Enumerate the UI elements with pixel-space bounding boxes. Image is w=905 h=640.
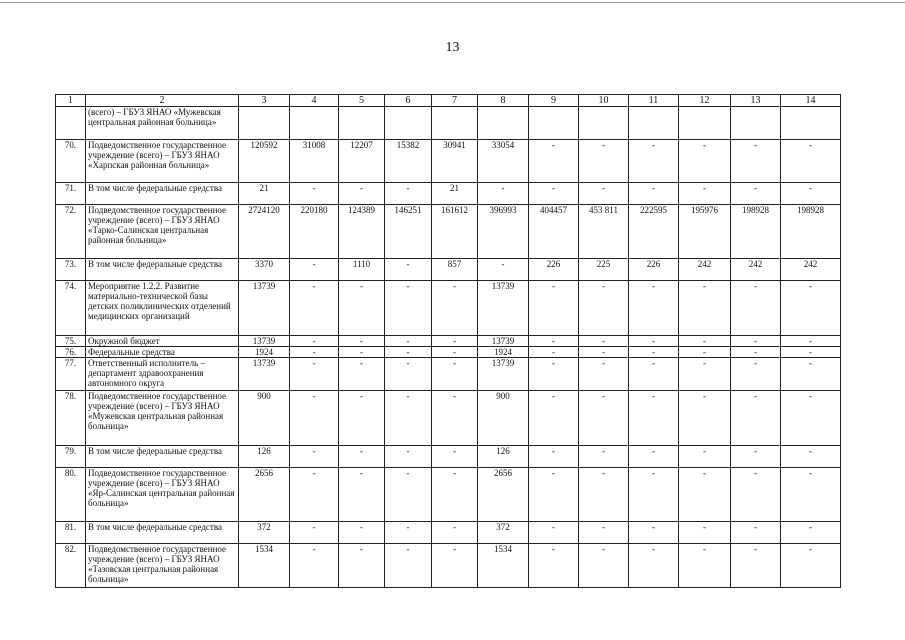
value-cell: - bbox=[679, 522, 731, 544]
row-description: В том числе федеральные средства bbox=[86, 183, 239, 205]
value-cell: - bbox=[579, 347, 629, 358]
value-cell bbox=[239, 107, 290, 140]
value-cell: - bbox=[529, 140, 579, 183]
column-header: 9 bbox=[529, 95, 579, 107]
value-cell: - bbox=[579, 522, 629, 544]
row-description: В том числе федеральные средства bbox=[86, 522, 239, 544]
value-cell: 21 bbox=[239, 183, 290, 205]
value-cell: 1534 bbox=[478, 544, 529, 588]
value-cell bbox=[679, 107, 731, 140]
table-row bbox=[56, 183, 841, 205]
value-cell: - bbox=[290, 336, 339, 347]
value-cell: - bbox=[679, 336, 731, 347]
value-cell: - bbox=[781, 544, 841, 588]
row-number: 80. bbox=[56, 468, 86, 522]
value-cell: - bbox=[529, 522, 579, 544]
row-number: 81. bbox=[56, 522, 86, 544]
row-description: В том числе федеральные средства bbox=[86, 259, 239, 281]
value-cell: 1110 bbox=[339, 259, 385, 281]
value-cell: 2656 bbox=[239, 468, 290, 522]
column-header: 4 bbox=[290, 95, 339, 107]
value-cell: - bbox=[579, 468, 629, 522]
value-cell: - bbox=[529, 347, 579, 358]
value-cell: - bbox=[432, 468, 478, 522]
value-cell: - bbox=[385, 391, 432, 446]
column-header: 1 bbox=[56, 95, 86, 107]
value-cell: - bbox=[629, 544, 679, 588]
table-row bbox=[56, 522, 841, 544]
value-cell: 30941 bbox=[432, 140, 478, 183]
value-cell: 900 bbox=[478, 391, 529, 446]
value-cell: 13739 bbox=[478, 358, 529, 391]
value-cell: - bbox=[579, 140, 629, 183]
value-cell: - bbox=[385, 336, 432, 347]
table-row bbox=[56, 391, 841, 446]
table-row bbox=[56, 259, 841, 281]
value-cell bbox=[432, 107, 478, 140]
value-cell: 161612 bbox=[432, 205, 478, 259]
value-cell: - bbox=[339, 522, 385, 544]
table-row bbox=[56, 347, 841, 358]
value-cell: - bbox=[579, 183, 629, 205]
value-cell: - bbox=[290, 259, 339, 281]
value-cell: - bbox=[629, 140, 679, 183]
value-cell bbox=[385, 107, 432, 140]
value-cell: 124389 bbox=[339, 205, 385, 259]
table-row bbox=[56, 358, 841, 391]
value-cell: 226 bbox=[529, 259, 579, 281]
page-number: 13 bbox=[445, 40, 460, 55]
value-cell: 13739 bbox=[239, 358, 290, 391]
table-row bbox=[56, 205, 841, 259]
value-cell: 453 811 bbox=[579, 205, 629, 259]
value-cell: 2724120 bbox=[239, 205, 290, 259]
value-cell: - bbox=[731, 446, 781, 468]
value-cell: - bbox=[385, 522, 432, 544]
table-row bbox=[56, 336, 841, 347]
value-cell: - bbox=[781, 522, 841, 544]
value-cell: 404457 bbox=[529, 205, 579, 259]
value-cell: - bbox=[529, 446, 579, 468]
value-cell: - bbox=[432, 336, 478, 347]
value-cell: 126 bbox=[478, 446, 529, 468]
value-cell bbox=[478, 107, 529, 140]
row-number: 77. bbox=[56, 358, 86, 391]
column-header: 8 bbox=[478, 95, 529, 107]
row-number: 72. bbox=[56, 205, 86, 259]
column-header: 6 bbox=[385, 95, 432, 107]
value-cell: - bbox=[478, 183, 529, 205]
value-cell: - bbox=[529, 391, 579, 446]
value-cell: - bbox=[781, 391, 841, 446]
value-cell: - bbox=[529, 336, 579, 347]
value-cell: - bbox=[629, 347, 679, 358]
value-cell: - bbox=[731, 183, 781, 205]
value-cell: - bbox=[629, 336, 679, 347]
row-number bbox=[56, 107, 86, 140]
column-header: 2 bbox=[86, 95, 239, 107]
table-row bbox=[56, 544, 841, 588]
value-cell bbox=[629, 107, 679, 140]
value-cell: 225 bbox=[579, 259, 629, 281]
value-cell: 13739 bbox=[478, 281, 529, 336]
value-cell: - bbox=[385, 183, 432, 205]
value-cell: - bbox=[339, 446, 385, 468]
value-cell: 242 bbox=[731, 259, 781, 281]
value-cell: - bbox=[290, 358, 339, 391]
value-cell: - bbox=[339, 358, 385, 391]
value-cell: - bbox=[679, 544, 731, 588]
value-cell: - bbox=[290, 544, 339, 588]
value-cell: - bbox=[529, 183, 579, 205]
value-cell: - bbox=[781, 468, 841, 522]
value-cell bbox=[290, 107, 339, 140]
value-cell: - bbox=[385, 347, 432, 358]
value-cell: - bbox=[731, 281, 781, 336]
value-cell: - bbox=[781, 358, 841, 391]
value-cell: - bbox=[290, 347, 339, 358]
value-cell: - bbox=[339, 281, 385, 336]
row-number: 73. bbox=[56, 259, 86, 281]
row-description: Окружной бюджет bbox=[86, 336, 239, 347]
value-cell bbox=[781, 107, 841, 140]
top-border-line bbox=[0, 2, 905, 3]
table-row bbox=[56, 281, 841, 336]
value-cell: - bbox=[781, 347, 841, 358]
value-cell: - bbox=[679, 140, 731, 183]
value-cell: 21 bbox=[432, 183, 478, 205]
row-description: В том числе федеральные средства bbox=[86, 446, 239, 468]
value-cell: - bbox=[731, 391, 781, 446]
value-cell: 242 bbox=[679, 259, 731, 281]
value-cell: - bbox=[781, 336, 841, 347]
value-cell: - bbox=[731, 140, 781, 183]
value-cell: 15382 bbox=[385, 140, 432, 183]
row-number: 70. bbox=[56, 140, 86, 183]
row-number: 79. bbox=[56, 446, 86, 468]
value-cell: - bbox=[529, 281, 579, 336]
table-row bbox=[56, 140, 841, 183]
value-cell: - bbox=[781, 281, 841, 336]
column-header: 5 bbox=[339, 95, 385, 107]
value-cell: - bbox=[679, 183, 731, 205]
value-cell: - bbox=[629, 446, 679, 468]
value-cell: - bbox=[339, 544, 385, 588]
column-header: 14 bbox=[781, 95, 841, 107]
table-row bbox=[56, 468, 841, 522]
value-cell: - bbox=[579, 391, 629, 446]
row-number: 74. bbox=[56, 281, 86, 336]
value-cell bbox=[529, 107, 579, 140]
value-cell: - bbox=[478, 259, 529, 281]
value-cell: - bbox=[781, 446, 841, 468]
value-cell: - bbox=[579, 336, 629, 347]
value-cell: - bbox=[290, 522, 339, 544]
row-description: Федеральные средства bbox=[86, 347, 239, 358]
value-cell: - bbox=[290, 281, 339, 336]
value-cell: 126 bbox=[239, 446, 290, 468]
value-cell: - bbox=[731, 522, 781, 544]
value-cell: 198928 bbox=[781, 205, 841, 259]
value-cell: - bbox=[290, 446, 339, 468]
row-description: Мероприятие 1.2.2. Развитие материально-технической базы детских поликлинических отделений медицинских организаций bbox=[86, 281, 239, 336]
row-description: Подведомственное государственное учреждение (всего) – ГБУЗ ЯНАО «Тарко-Салинская центральная районная больница» bbox=[86, 205, 239, 259]
value-cell: 13739 bbox=[239, 281, 290, 336]
value-cell: - bbox=[385, 281, 432, 336]
value-cell: - bbox=[579, 446, 629, 468]
value-cell: 372 bbox=[239, 522, 290, 544]
value-cell: - bbox=[339, 183, 385, 205]
value-cell: - bbox=[385, 259, 432, 281]
value-cell: - bbox=[629, 281, 679, 336]
value-cell: - bbox=[339, 468, 385, 522]
value-cell: - bbox=[731, 544, 781, 588]
table-row bbox=[56, 107, 841, 140]
value-cell: - bbox=[290, 391, 339, 446]
value-cell: 12207 bbox=[339, 140, 385, 183]
value-cell: - bbox=[629, 522, 679, 544]
column-header: 13 bbox=[731, 95, 781, 107]
value-cell: - bbox=[529, 468, 579, 522]
value-cell: - bbox=[385, 468, 432, 522]
value-cell: 226 bbox=[629, 259, 679, 281]
value-cell: - bbox=[529, 358, 579, 391]
value-cell: - bbox=[679, 281, 731, 336]
value-cell: 857 bbox=[432, 259, 478, 281]
row-description: Подведомственное государственное учреждение (всего) – ГБУЗ ЯНАО «Харпская районная больница» bbox=[86, 140, 239, 183]
value-cell: 13739 bbox=[478, 336, 529, 347]
value-cell: - bbox=[579, 281, 629, 336]
value-cell: - bbox=[629, 468, 679, 522]
value-cell: - bbox=[579, 358, 629, 391]
value-cell: 120592 bbox=[239, 140, 290, 183]
value-cell: - bbox=[432, 347, 478, 358]
value-cell: - bbox=[385, 358, 432, 391]
value-cell: - bbox=[629, 391, 679, 446]
row-number: 76. bbox=[56, 347, 86, 358]
value-cell: - bbox=[385, 544, 432, 588]
value-cell: 220180 bbox=[290, 205, 339, 259]
value-cell: - bbox=[679, 446, 731, 468]
row-description: Подведомственное государственное учреждение (всего) – ГБУЗ ЯНАО «Яр-Салинская центральная районная больница» bbox=[86, 468, 239, 522]
value-cell: - bbox=[629, 183, 679, 205]
value-cell: - bbox=[679, 358, 731, 391]
row-number: 82. bbox=[56, 544, 86, 588]
value-cell: - bbox=[781, 183, 841, 205]
value-cell: 242 bbox=[781, 259, 841, 281]
value-cell: 372 bbox=[478, 522, 529, 544]
value-cell: - bbox=[679, 347, 731, 358]
column-header: 3 bbox=[239, 95, 290, 107]
value-cell: - bbox=[731, 468, 781, 522]
row-description: Подведомственное государственное учреждение (всего) – ГБУЗ ЯНАО «Тазовская центральная районная больница» bbox=[86, 544, 239, 588]
value-cell: - bbox=[290, 183, 339, 205]
value-cell: 396993 bbox=[478, 205, 529, 259]
header-row bbox=[56, 95, 841, 107]
value-cell: - bbox=[432, 522, 478, 544]
value-cell: 3370 bbox=[239, 259, 290, 281]
value-cell: 2656 bbox=[478, 468, 529, 522]
row-number: 75. bbox=[56, 336, 86, 347]
row-description: Ответственный исполнитель – департамент здравоохранения автономного округа bbox=[86, 358, 239, 391]
value-cell: 198928 bbox=[731, 205, 781, 259]
value-cell: - bbox=[432, 446, 478, 468]
value-cell: 195976 bbox=[679, 205, 731, 259]
table-row bbox=[56, 446, 841, 468]
row-number: 71. bbox=[56, 183, 86, 205]
value-cell: 33054 bbox=[478, 140, 529, 183]
value-cell: - bbox=[290, 468, 339, 522]
value-cell: - bbox=[731, 336, 781, 347]
value-cell: 146251 bbox=[385, 205, 432, 259]
value-cell: - bbox=[432, 544, 478, 588]
value-cell: - bbox=[679, 391, 731, 446]
value-cell: - bbox=[385, 446, 432, 468]
value-cell: - bbox=[339, 347, 385, 358]
value-cell: - bbox=[731, 347, 781, 358]
value-cell: 1534 bbox=[239, 544, 290, 588]
value-cell: 222595 bbox=[629, 205, 679, 259]
column-header: 11 bbox=[629, 95, 679, 107]
value-cell: - bbox=[529, 544, 579, 588]
value-cell: 900 bbox=[239, 391, 290, 446]
value-cell: 31008 bbox=[290, 140, 339, 183]
value-cell: - bbox=[629, 358, 679, 391]
value-cell: - bbox=[432, 281, 478, 336]
value-cell: - bbox=[339, 391, 385, 446]
value-cell: - bbox=[579, 544, 629, 588]
value-cell bbox=[339, 107, 385, 140]
row-description: (всего) – ГБУЗ ЯНАО «Мужевская центральная районная больница» bbox=[86, 107, 239, 140]
value-cell: 1924 bbox=[239, 347, 290, 358]
budget-table bbox=[55, 94, 841, 588]
value-cell: - bbox=[679, 468, 731, 522]
value-cell bbox=[579, 107, 629, 140]
row-number: 78. bbox=[56, 391, 86, 446]
value-cell: 13739 bbox=[239, 336, 290, 347]
value-cell: - bbox=[781, 140, 841, 183]
row-description: Подведомственное государственное учреждение (всего) – ГБУЗ ЯНАО «Мужевская центральная районная больница» bbox=[86, 391, 239, 446]
value-cell: 1924 bbox=[478, 347, 529, 358]
value-cell: - bbox=[731, 358, 781, 391]
value-cell: - bbox=[432, 358, 478, 391]
value-cell bbox=[731, 107, 781, 140]
column-header: 12 bbox=[679, 95, 731, 107]
column-header: 10 bbox=[579, 95, 629, 107]
value-cell: - bbox=[339, 336, 385, 347]
value-cell: - bbox=[432, 391, 478, 446]
column-header: 7 bbox=[432, 95, 478, 107]
